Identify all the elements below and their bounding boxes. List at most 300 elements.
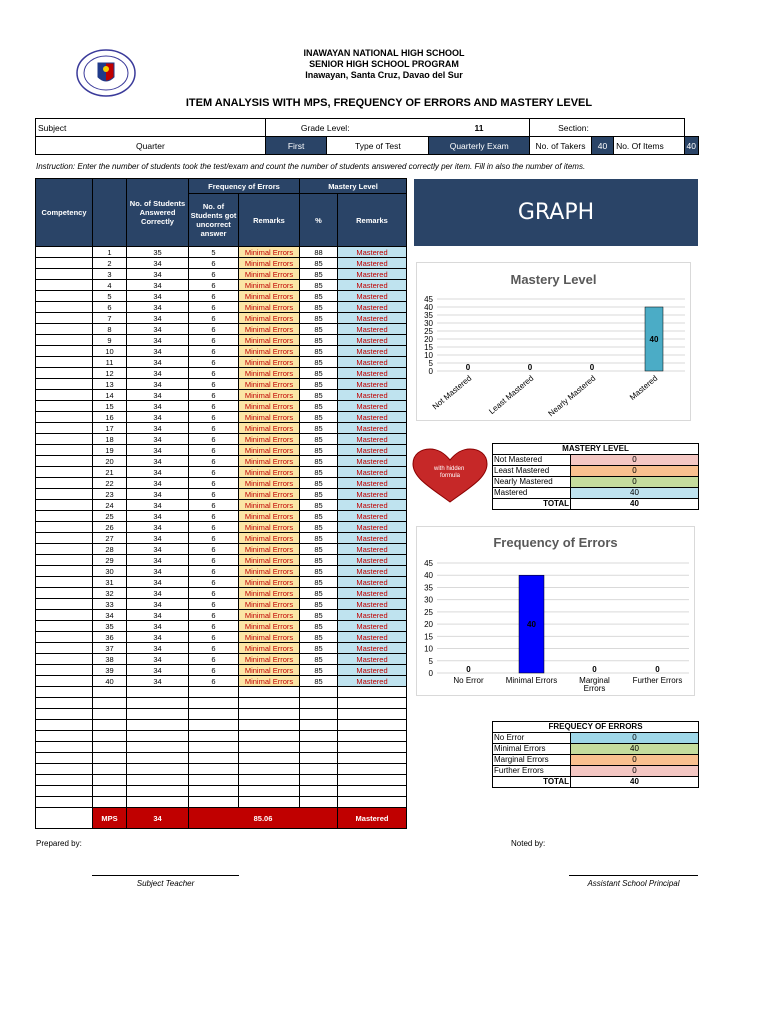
empty-cell[interactable] [127,775,189,786]
wrong-count-cell: 6 [189,566,239,577]
empty-row [36,775,407,786]
empty-cell[interactable] [189,709,239,720]
percent-cell: 85 [300,588,338,599]
item-number-cell: 30 [93,566,127,577]
competency-cell[interactable] [36,500,93,511]
heart-shape[interactable] [411,448,489,504]
mastery-remark-cell: Mastered [338,588,407,599]
table-row [36,335,407,346]
correct-count-cell[interactable]: 34 [127,269,189,280]
y-tick-label: 20 [424,620,433,630]
percent-cell: 85 [300,445,338,456]
y-tick-label: 25 [424,607,433,617]
empty-cell[interactable] [300,687,338,698]
competency-cell[interactable] [36,302,93,313]
empty-cell[interactable] [239,698,300,709]
competency-cell[interactable] [36,599,93,610]
mastery-summary-title: MASTERY LEVEL [493,444,699,455]
error-remark-cell: Minimal Errors [239,434,300,445]
table-row [36,610,407,621]
empty-cell[interactable] [93,698,127,709]
competency-cell[interactable] [36,632,93,643]
mastery-remark-cell: Mastered [338,665,407,676]
wrong-count-cell: 6 [189,665,239,676]
correct-count-cell[interactable]: 34 [127,379,189,390]
empty-cell[interactable] [300,797,338,808]
correct-count-cell[interactable]: 34 [127,357,189,368]
competency-cell[interactable] [36,654,93,665]
grade-value[interactable]: 11 [429,119,530,137]
empty-cell[interactable] [36,709,93,720]
competency-cell[interactable] [36,390,93,401]
empty-cell[interactable] [127,786,189,797]
chart-title: Mastery Level [510,272,597,287]
summary-value: 0 [571,733,699,744]
correct-count-cell[interactable]: 34 [127,280,189,291]
mastery-remark-cell: Mastered [338,357,407,368]
error-remark-cell: Minimal Errors [239,269,300,280]
wrong-count-cell: 6 [189,555,239,566]
mps-label: MPS [93,808,127,829]
empty-cell[interactable] [239,797,300,808]
mastery-remark-cell: Mastered [338,676,407,687]
wrong-count-cell: 6 [189,258,239,269]
correct-count-cell[interactable]: 34 [127,676,189,687]
correct-count-cell[interactable]: 34 [127,390,189,401]
wrong-count-cell: 6 [189,456,239,467]
competency-cell[interactable] [36,280,93,291]
competency-cell[interactable] [36,258,93,269]
empty-cell[interactable] [127,720,189,731]
table-row [36,269,407,280]
mastery-remark-cell: Mastered [338,555,407,566]
summary-value: 0 [571,477,699,488]
correct-count-cell[interactable]: 34 [127,665,189,676]
empty-cell[interactable] [239,786,300,797]
empty-cell[interactable] [338,775,407,786]
wrong-count-cell: 6 [189,379,239,390]
empty-cell[interactable] [239,687,300,698]
correct-count-cell[interactable]: 34 [127,610,189,621]
percent-cell: 85 [300,566,338,577]
empty-cell[interactable] [338,764,407,775]
error-remark-cell: Minimal Errors [239,533,300,544]
mps-correct: 34 [127,808,189,829]
principal-signature-line [569,875,698,876]
item-number-cell: 24 [93,500,127,511]
competency-cell[interactable] [36,643,93,654]
wrong-count-cell: 6 [189,445,239,456]
header-freq-errors: Frequency of Errors [189,179,300,194]
correct-count-cell[interactable]: 34 [127,412,189,423]
table-row [36,401,407,412]
correct-count-cell[interactable]: 34 [127,368,189,379]
summary-row [493,455,699,466]
empty-cell[interactable] [300,764,338,775]
empty-cell[interactable] [239,720,300,731]
empty-cell[interactable] [338,698,407,709]
competency-cell[interactable] [36,401,93,412]
mastery-remark-cell: Mastered [338,577,407,588]
error-remark-cell: Minimal Errors [239,643,300,654]
mastery-remark-cell: Mastered [338,643,407,654]
percent-cell: 85 [300,357,338,368]
mastery-remark-cell: Mastered [338,544,407,555]
table-row [36,390,407,401]
mastery-remark-cell: Mastered [338,621,407,632]
item-number-cell: 28 [93,544,127,555]
wrong-count-cell: 6 [189,412,239,423]
empty-cell[interactable] [338,720,407,731]
percent-cell: 85 [300,368,338,379]
error-remark-cell: Minimal Errors [239,522,300,533]
percent-cell: 85 [300,467,338,478]
competency-cell[interactable] [36,269,93,280]
item-number-cell: 13 [93,379,127,390]
empty-cell[interactable] [127,764,189,775]
empty-cell[interactable] [189,797,239,808]
empty-cell[interactable] [239,764,300,775]
percent-cell: 85 [300,489,338,500]
wrong-count-cell: 6 [189,478,239,489]
empty-row [36,709,407,720]
mastery-remark-cell: Mastered [338,379,407,390]
takers-value[interactable]: 40 [591,137,613,155]
empty-cell[interactable] [189,731,239,742]
percent-cell: 85 [300,654,338,665]
item-number-cell: 6 [93,302,127,313]
competency-cell[interactable] [36,324,93,335]
correct-count-cell[interactable]: 34 [127,346,189,357]
competency-cell[interactable] [36,335,93,346]
competency-cell[interactable] [36,412,93,423]
data-label: 0 [589,363,595,372]
empty-cell[interactable] [93,786,127,797]
y-tick-label: 15 [424,632,433,642]
x-tick-label: Mastered [627,373,660,402]
empty-row [36,742,407,753]
header-mastery-level: Mastery Level [300,179,407,194]
correct-count-cell[interactable]: 34 [127,445,189,456]
error-remark-cell: Minimal Errors [239,511,300,522]
empty-cell[interactable] [338,797,407,808]
error-remark-cell: Minimal Errors [239,335,300,346]
empty-cell[interactable] [300,753,338,764]
school-name: INAWAYAN NATIONAL HIGH SCHOOL [303,48,465,58]
mastery-level-chart [417,263,690,420]
y-tick-label: 25 [424,327,433,336]
percent-cell: 85 [300,434,338,445]
percent-cell: 85 [300,346,338,357]
empty-cell[interactable] [189,775,239,786]
correct-count-cell[interactable]: 34 [127,588,189,599]
empty-cell[interactable] [127,753,189,764]
competency-cell[interactable] [36,555,93,566]
correct-count-cell[interactable]: 34 [127,544,189,555]
errors-summary-title: FREQUECY OF ERRORS [493,722,699,733]
header-remarks: Remarks [239,194,300,247]
item-number-cell: 16 [93,412,127,423]
correct-count-cell[interactable]: 34 [127,291,189,302]
wrong-count-cell: 6 [189,346,239,357]
correct-count-cell[interactable]: 34 [127,566,189,577]
empty-cell[interactable] [239,775,300,786]
item-number-cell: 18 [93,434,127,445]
wrong-count-cell: 6 [189,610,239,621]
correct-count-cell[interactable]: 34 [127,258,189,269]
empty-cell[interactable] [93,775,127,786]
competency-cell[interactable] [36,478,93,489]
table-row [36,632,407,643]
correct-count-cell[interactable]: 34 [127,401,189,412]
empty-cell[interactable] [36,786,93,797]
empty-cell[interactable] [189,786,239,797]
percent-cell: 85 [300,511,338,522]
wrong-count-cell: 6 [189,588,239,599]
section-label[interactable]: Section: [530,119,684,137]
empty-cell[interactable] [127,742,189,753]
correct-count-cell[interactable]: 34 [127,434,189,445]
chart-title: Frequency of Errors [493,535,618,550]
empty-cell[interactable] [239,753,300,764]
correct-count-cell[interactable]: 34 [127,654,189,665]
item-number-cell: 25 [93,511,127,522]
empty-cell[interactable] [239,709,300,720]
percent-cell: 85 [300,522,338,533]
empty-cell[interactable] [127,797,189,808]
empty-cell[interactable] [189,720,239,731]
empty-cell[interactable] [300,698,338,709]
instruction-text: Instruction: Enter the number of students took the test/exam and count the number of students answered correctly per item. Fill in also the number of items. [36,162,586,171]
x-tick-label: No Error [453,676,484,685]
correct-count-cell[interactable]: 34 [127,643,189,654]
error-remark-cell: Minimal Errors [239,632,300,643]
empty-cell[interactable] [338,731,407,742]
empty-cell[interactable] [300,786,338,797]
item-number-cell: 9 [93,335,127,346]
competency-cell[interactable] [36,522,93,533]
empty-cell[interactable] [300,709,338,720]
empty-cell[interactable] [239,731,300,742]
correct-count-cell[interactable]: 34 [127,489,189,500]
correct-count-cell[interactable]: 34 [127,511,189,522]
wrong-count-cell: 6 [189,533,239,544]
empty-cell[interactable] [36,742,93,753]
empty-cell[interactable] [338,753,407,764]
data-label: 40 [649,335,659,344]
mastery-remark-cell: Mastered [338,401,407,412]
competency-cell[interactable] [36,665,93,676]
summary-label: Least Mastered [493,466,571,477]
correct-count-cell[interactable]: 34 [127,632,189,643]
mastery-remark-cell: Mastered [338,654,407,665]
competency-cell[interactable] [36,489,93,500]
empty-cell[interactable] [189,687,239,698]
error-remark-cell: Minimal Errors [239,379,300,390]
table-row [36,302,407,313]
competency-cell[interactable] [36,247,93,258]
correct-count-cell[interactable]: 35 [127,247,189,258]
empty-cell[interactable] [93,687,127,698]
percent-cell: 85 [300,676,338,687]
empty-cell[interactable] [300,720,338,731]
competency-cell[interactable] [36,379,93,390]
table-row [36,588,407,599]
competency-cell[interactable] [36,346,93,357]
wrong-count-cell: 6 [189,401,239,412]
empty-cell[interactable] [127,698,189,709]
percent-cell: 85 [300,412,338,423]
empty-cell[interactable] [36,753,93,764]
empty-cell[interactable] [127,709,189,720]
mps-row [36,808,407,829]
percent-cell: 85 [300,423,338,434]
summary-row [493,488,699,499]
empty-cell[interactable] [36,797,93,808]
summary-label: Marginal Errors [493,755,571,766]
item-number-cell: 33 [93,599,127,610]
table-row [36,654,407,665]
mastery-remark-cell: Mastered [338,269,407,280]
y-tick-label: 0 [428,367,433,376]
item-number-cell: 7 [93,313,127,324]
empty-cell[interactable] [36,698,93,709]
empty-cell[interactable] [189,753,239,764]
quarter-value[interactable]: First [265,137,326,155]
empty-cell[interactable] [338,687,407,698]
empty-cell[interactable] [36,775,93,786]
correct-count-cell[interactable]: 34 [127,302,189,313]
wrong-count-cell: 6 [189,511,239,522]
correct-count-cell[interactable]: 34 [127,456,189,467]
empty-cell[interactable] [239,742,300,753]
competency-cell[interactable] [36,456,93,467]
correct-count-cell[interactable]: 34 [127,313,189,324]
competency-cell[interactable] [36,610,93,621]
y-tick-label: 20 [424,335,433,344]
correct-count-cell[interactable]: 34 [127,467,189,478]
correct-count-cell[interactable]: 34 [127,522,189,533]
correct-count-cell[interactable]: 34 [127,335,189,346]
table-row [36,643,407,654]
mastery-remark-cell: Mastered [338,511,407,522]
empty-cell[interactable] [93,764,127,775]
table-row [36,511,407,522]
competency-cell[interactable] [36,313,93,324]
empty-cell[interactable] [338,709,407,720]
item-number-cell: 12 [93,368,127,379]
item-number-cell: 27 [93,533,127,544]
competency-cell[interactable] [36,621,93,632]
empty-cell[interactable] [189,698,239,709]
correct-count-cell[interactable]: 34 [127,621,189,632]
empty-cell[interactable] [338,786,407,797]
correct-count-cell[interactable]: 34 [127,324,189,335]
empty-cell[interactable] [338,742,407,753]
competency-cell[interactable] [36,676,93,687]
competency-cell[interactable] [36,291,93,302]
empty-cell[interactable] [127,687,189,698]
competency-cell[interactable] [36,368,93,379]
empty-cell[interactable] [36,731,93,742]
empty-cell[interactable] [36,720,93,731]
x-tick-label: Least Mastered [487,373,536,416]
items-value[interactable]: 40 [684,137,698,155]
empty-row [36,698,407,709]
empty-cell[interactable] [127,731,189,742]
empty-cell[interactable] [93,797,127,808]
empty-cell[interactable] [300,731,338,742]
competency-cell[interactable] [36,533,93,544]
error-remark-cell: Minimal Errors [239,313,300,324]
competency-cell[interactable] [36,467,93,478]
empty-cell[interactable] [93,742,127,753]
wrong-count-cell: 6 [189,544,239,555]
percent-cell: 85 [300,269,338,280]
empty-cell[interactable] [189,742,239,753]
table-row [36,489,407,500]
item-number-cell: 23 [93,489,127,500]
competency-cell[interactable] [36,434,93,445]
competency-cell[interactable] [36,357,93,368]
item-number-cell: 4 [93,280,127,291]
mastery-remark-cell: Mastered [338,566,407,577]
correct-count-cell[interactable]: 34 [127,555,189,566]
competency-cell[interactable] [36,423,93,434]
correct-count-cell[interactable]: 34 [127,500,189,511]
table-row [36,379,407,390]
error-remark-cell: Minimal Errors [239,456,300,467]
competency-cell[interactable] [36,445,93,456]
test-type-value[interactable]: Quarterly Exam [429,137,530,155]
empty-cell[interactable] [93,753,127,764]
competency-cell[interactable] [36,577,93,588]
heart-text: with hidden formula [433,466,465,479]
table-row [36,445,407,456]
correct-count-cell[interactable]: 34 [127,478,189,489]
item-number-cell: 35 [93,621,127,632]
competency-cell[interactable] [36,544,93,555]
competency-cell[interactable] [36,511,93,522]
empty-cell[interactable] [36,687,93,698]
empty-cell[interactable] [189,764,239,775]
empty-cell[interactable] [93,720,127,731]
header-item-number [93,179,127,247]
empty-cell[interactable] [300,775,338,786]
correct-count-cell[interactable]: 34 [127,577,189,588]
summary-label: Minimal Errors [493,744,571,755]
summary-value: 0 [571,766,699,777]
data-label: 0 [592,665,597,674]
mastery-remark-cell: Mastered [338,522,407,533]
table-row [36,478,407,489]
competency-cell[interactable] [36,566,93,577]
item-number-cell: 32 [93,588,127,599]
correct-count-cell[interactable]: 34 [127,423,189,434]
y-tick-label: 10 [424,351,433,360]
empty-cell[interactable] [36,764,93,775]
competency-cell[interactable] [36,588,93,599]
empty-cell[interactable] [300,742,338,753]
y-tick-label: 30 [424,595,433,605]
correct-count-cell[interactable]: 34 [127,599,189,610]
mps-percent: 85.06 [189,808,338,829]
empty-cell[interactable] [93,709,127,720]
correct-count-cell[interactable]: 34 [127,533,189,544]
y-tick-label: 5 [428,656,433,666]
empty-cell[interactable] [93,731,127,742]
error-remark-cell: Minimal Errors [239,368,300,379]
